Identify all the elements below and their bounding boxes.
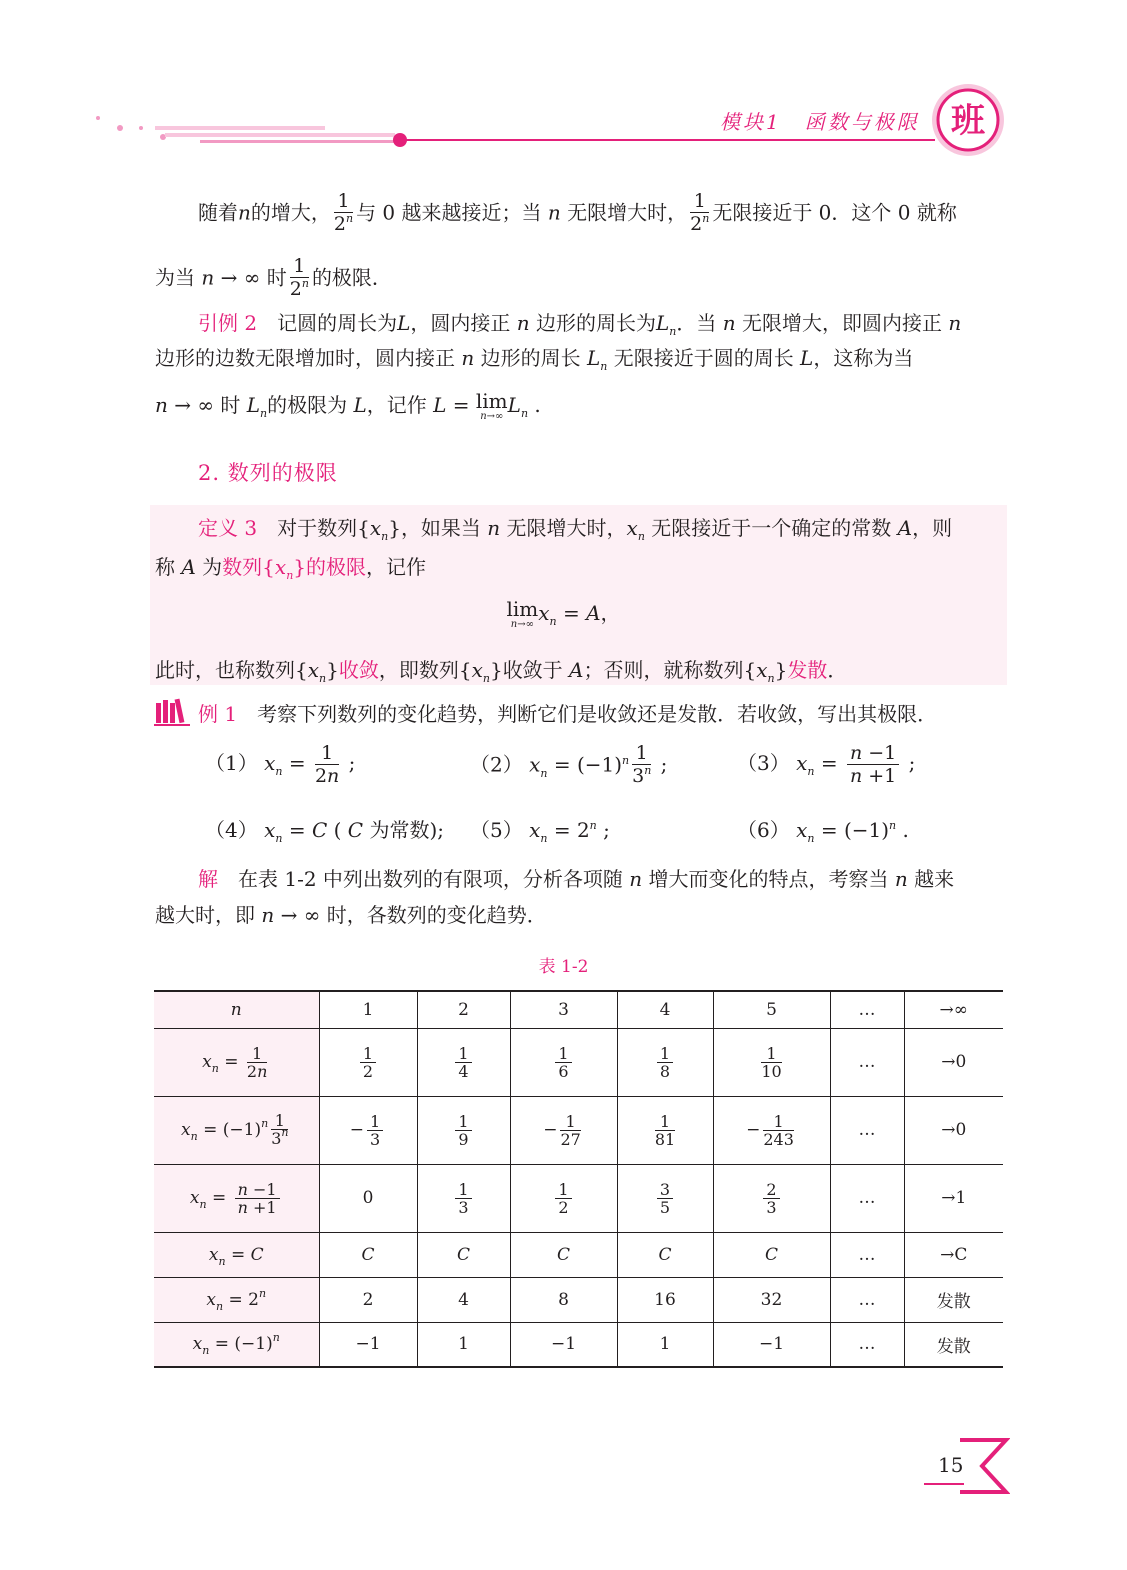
- row-label: $x_n$ = $\frac{n -1}{n +1}$: [154, 1164, 319, 1232]
- table-cell: →1: [904, 1164, 1003, 1232]
- header-cell: 5: [713, 991, 830, 1028]
- header-cell-n: n: [154, 991, 319, 1028]
- header-cell: 4: [617, 991, 713, 1028]
- solution-label: 解: [198, 867, 218, 891]
- header-cell: 1: [319, 991, 417, 1028]
- table-cell: − $\frac{1}{243}$: [713, 1096, 830, 1164]
- table-row: [154, 1322, 1003, 1367]
- header-cell: …: [830, 991, 904, 1028]
- example-1-item-1: （1） $x_n$ = $\frac{1}{2n}$ ;: [205, 742, 356, 787]
- table-cell: − $\frac{1}{3}$: [319, 1096, 417, 1164]
- page-header: [0, 0, 1127, 170]
- table-row: [154, 1164, 1003, 1232]
- table-cell: $\frac{1}{8}$: [617, 1028, 713, 1096]
- table-cell: − $\frac{1}{27}$: [510, 1096, 617, 1164]
- book-icon: [154, 697, 190, 727]
- example-2-line-2: 边形的边数无限增加时，圆内接正 n 边形的周长 $L_n$ 无限接近于圆的周长 L，这称为当: [155, 346, 914, 373]
- table-cell: $\frac{3}{5}$: [617, 1164, 713, 1232]
- table-cell: 4: [417, 1277, 510, 1322]
- example-1-item-5: （5） $x_n = 2^n$ ;: [470, 818, 610, 845]
- table-cell: $\frac{1}{9}$: [417, 1096, 510, 1164]
- header-cell: 2: [417, 991, 510, 1028]
- row-label: $x_n = (-1)^n$ $\frac{1}{3^n}$: [154, 1096, 319, 1164]
- table-cell: …: [830, 1232, 904, 1277]
- table-row: [154, 1096, 1003, 1164]
- example-1-label: 例 1: [198, 702, 238, 726]
- row-label: $x_n$ = $\frac{1}{2n}$: [154, 1028, 319, 1096]
- table-cell: $\frac{1}{4}$: [417, 1028, 510, 1096]
- definition-formula: lim n→∞ $x_n = A$，: [506, 597, 621, 630]
- example-1-item-6: （6） $x_n = (-1)^n$ .: [737, 818, 909, 845]
- table-cell: $\frac{1}{10}$: [713, 1028, 830, 1096]
- solution-line-2: 越大时，即 n → ∞ 时，各数列的变化趋势．: [155, 903, 547, 927]
- row-label: $x_n = 2^n$: [154, 1277, 319, 1322]
- svg-text:班: 班: [951, 101, 985, 141]
- definition-line-4: 此时，也称数列$\{x_n\}$收敛，即数列$\{x_n\}$收敛于 A；否则，就称数列$\{x_n\}$发散．: [155, 658, 848, 685]
- header-cell: →∞: [904, 991, 1003, 1028]
- paragraph-1-line-2: 为当 n → ∞ 时 $\frac{1}{2^n}$ 的极限．: [155, 255, 392, 300]
- table-cell: …: [830, 1164, 904, 1232]
- sequence-table: [154, 990, 1003, 1368]
- table-cell: $\frac{1}{2}$: [319, 1028, 417, 1096]
- page-corner-decoration: [920, 1436, 1010, 1496]
- table-cell: $\frac{1}{2}$: [510, 1164, 617, 1232]
- definition-line-2: 称 A 为数列$\{x_n\}$的极限，记作: [155, 555, 427, 582]
- example-1-line: 例 1 考察下列数列的变化趋势，判断它们是收敛还是发散．若收敛，写出其极限．: [198, 702, 938, 726]
- table-cell: $\frac{1}{6}$: [510, 1028, 617, 1096]
- table-cell: $\frac{1}{81}$: [617, 1096, 713, 1164]
- definition-label: 定义 3: [198, 516, 258, 540]
- table-cell: C: [417, 1232, 510, 1277]
- table-title: 表 1-2: [538, 957, 589, 977]
- page-number: 15: [938, 1453, 964, 1477]
- table-cell: …: [830, 1277, 904, 1322]
- table-cell: −1: [713, 1322, 830, 1367]
- example-2-label: 引例 2: [198, 311, 258, 335]
- table-cell: C: [617, 1232, 713, 1277]
- table-cell: …: [830, 1322, 904, 1367]
- class-logo-icon: [930, 82, 1006, 158]
- table-cell: C: [713, 1232, 830, 1277]
- section-2-title: 2. 数列的极限: [198, 461, 338, 485]
- table-cell: 1: [617, 1322, 713, 1367]
- table-cell: …: [830, 1096, 904, 1164]
- table-cell: 8: [510, 1277, 617, 1322]
- table-cell: 16: [617, 1277, 713, 1322]
- table-row: [154, 1232, 1003, 1277]
- solution-line-1: 解 在表 1-2 中列出数列的有限项，分析各项随 n 增大而变化的特点，考察当 n 越来: [198, 867, 955, 891]
- table-cell: $\frac{1}{3}$: [417, 1164, 510, 1232]
- table-cell: $\frac{2}{3}$: [713, 1164, 830, 1232]
- table-cell: −1: [510, 1322, 617, 1367]
- table-row: [154, 1028, 1003, 1096]
- example-2-line-1: 引例 2 记圆的周长为L，圆内接正 n 边形的周长为$L_n$．当 n 无限增大，即圆内接正 n: [198, 311, 962, 338]
- table-cell: C: [319, 1232, 417, 1277]
- example-1-item-4: （4） $x_n = C$ ( C 为常数);: [205, 818, 445, 845]
- header-cell: 3: [510, 991, 617, 1028]
- row-label: $x_n = (-1)^n$: [154, 1322, 319, 1367]
- table-cell: 发散: [904, 1277, 1003, 1322]
- table-cell: 0: [319, 1164, 417, 1232]
- table-row: [154, 1277, 1003, 1322]
- table-cell: 发散: [904, 1322, 1003, 1367]
- table-cell: →C: [904, 1232, 1003, 1277]
- row-label: $x_n = C$: [154, 1232, 319, 1277]
- table-cell: 2: [319, 1277, 417, 1322]
- example-1-item-3: （3） $x_n$ = $\frac{n -1}{n +1}$ ;: [737, 742, 916, 787]
- example-2-line-3: n → ∞ 时 $L_n$的极限为 L，记作 L = lim n→∞ $L_n$ .: [155, 389, 541, 422]
- example-1-item-2: （2） $x_n = (-1)^n$ $\frac{1}{3^n}$ ;: [470, 742, 668, 787]
- table-cell: 1: [417, 1322, 510, 1367]
- header-title: 模块1 函数与极限: [720, 110, 920, 134]
- table-cell: …: [830, 1028, 904, 1096]
- paragraph-1-line-1: 随着n的增大， $\frac{1}{2^n}$ 与 0 越来越接近；当 n 无限增大时， $\frac{1}{2^n}$ 无限接近于 0．这个 0 就称: [198, 190, 957, 235]
- table-cell: →0: [904, 1028, 1003, 1096]
- definition-line-1: 定义 3 对于数列$\{x_n\}$，如果当 n 无限增大时，$x_n$ 无限接近于一个确定的常数 A，则: [198, 516, 953, 543]
- table-cell: −1: [319, 1322, 417, 1367]
- table-cell: C: [510, 1232, 617, 1277]
- table-cell: 32: [713, 1277, 830, 1322]
- table-cell: →0: [904, 1096, 1003, 1164]
- table-header-row: [154, 991, 1003, 1028]
